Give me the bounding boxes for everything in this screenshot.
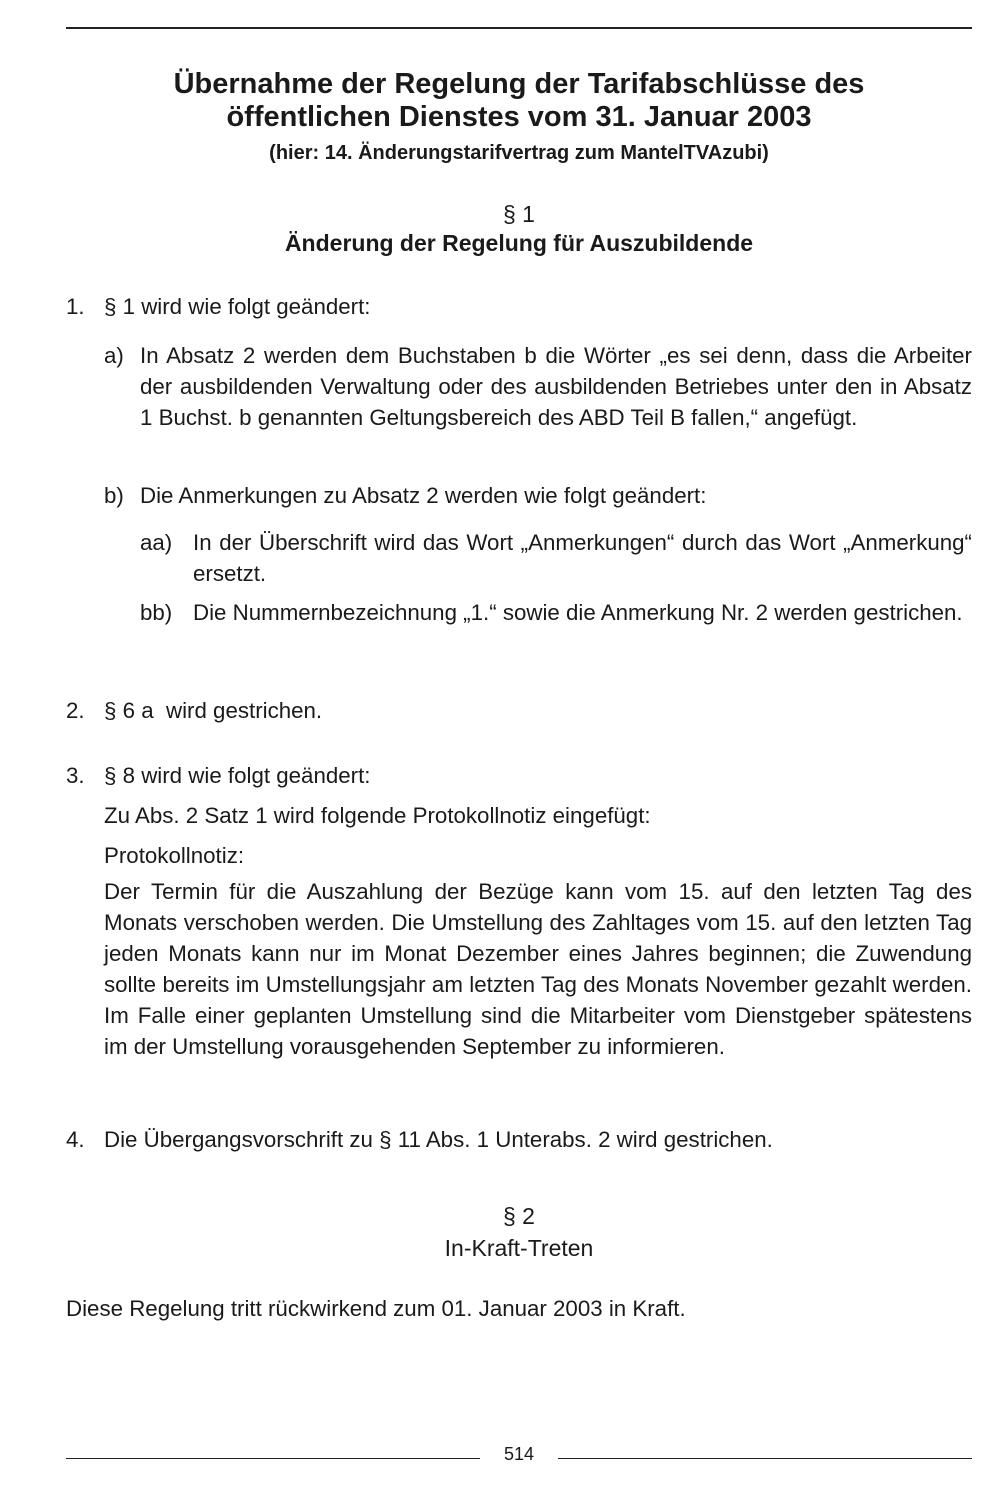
protokollnotiz-label: Protokollnotiz: <box>104 843 245 868</box>
item1b-bb-marker: bb) <box>140 600 173 625</box>
item1b-bb-text: Die Nummernbezeichnung „1.“ sowie die Anmerkung Nr. 2 werden gestrichen. <box>193 600 963 625</box>
section2-number: § 2 <box>503 1203 535 1229</box>
section2-heading: In-Kraft-Treten <box>444 1235 594 1261</box>
section2-text: Diese Regelung tritt rückwirkend zum 01. Januar 2003 in Kraft. <box>66 1296 686 1321</box>
item4-marker: 4. <box>66 1127 85 1152</box>
protokollnotiz-text: Der Termin für die Auszahlung der Bezüge kann vom 15. auf den letzten Tag des Monats verschoben werden. Die Umstellung des Zahltages vom 15. auf den letzten Tag jeden Monats kann nur im Monat Dezember eines Jahres beginnen; die Zuwendung sollte bereits im Umstellungsjahr am letzten Tag des Monats November gezahlt werden. Im Falle einer geplanten Umstellung sind die Mitarbeiter vom Dienstgeber spätestens im der Umstellung vorausgehenden September zu informieren. <box>104 879 972 1059</box>
item2-text: § 6 a wird gestrichen. <box>104 698 323 723</box>
document-title-line2: öffentlichen Dienstes vom 31. Januar 2003 <box>226 101 812 133</box>
document-subtitle: (hier: 14. Änderungstarifvertrag zum MantelTVAzubi) <box>269 142 769 164</box>
footer-rule-left <box>66 1458 480 1459</box>
item3-marker: 3. <box>66 763 85 788</box>
item1-marker: 1. <box>66 294 85 319</box>
item3-text: § 8 wird wie folgt geändert: <box>104 763 371 788</box>
item1a-text: In Absatz 2 werden dem Buchstaben b die Wörter „es sei denn, dass die Arbeiter der ausbildenden Verwaltung oder des ausbildenden Betriebes unter den in Absatz 1 Buchst. b genannten Geltungsbereich des ABD Teil B fallen,“ angefügt. <box>140 343 972 430</box>
item1b-aa-marker: aa) <box>140 530 173 555</box>
item1b-marker: b) <box>104 483 124 508</box>
top-rule <box>66 27 972 29</box>
footer-rule-right <box>558 1458 972 1459</box>
section1-heading: Änderung der Regelung für Auszubildende <box>284 230 754 256</box>
page-number: 514 <box>503 1444 535 1464</box>
document-title: Übernahme der Regelung der Tarifabschlüsse des <box>173 68 865 100</box>
item2-marker: 2. <box>66 698 85 723</box>
item4-text: Die Übergangsvorschrift zu § 11 Abs. 1 Unterabs. 2 wird gestrichen. <box>104 1127 773 1152</box>
item1b-aa-text: In der Überschrift wird das Wort „Anmerkungen“ durch das Wort „Anmerkung“ ersetzt. <box>193 530 972 586</box>
section1-number: § 1 <box>503 201 535 227</box>
item1a-marker: a) <box>104 343 124 368</box>
item1b-text: Die Anmerkungen zu Absatz 2 werden wie folgt geändert: <box>140 483 707 508</box>
item3-intro: Zu Abs. 2 Satz 1 wird folgende Protokollnotiz eingefügt: <box>104 803 651 828</box>
item1-text: § 1 wird wie folgt geändert: <box>104 294 371 319</box>
